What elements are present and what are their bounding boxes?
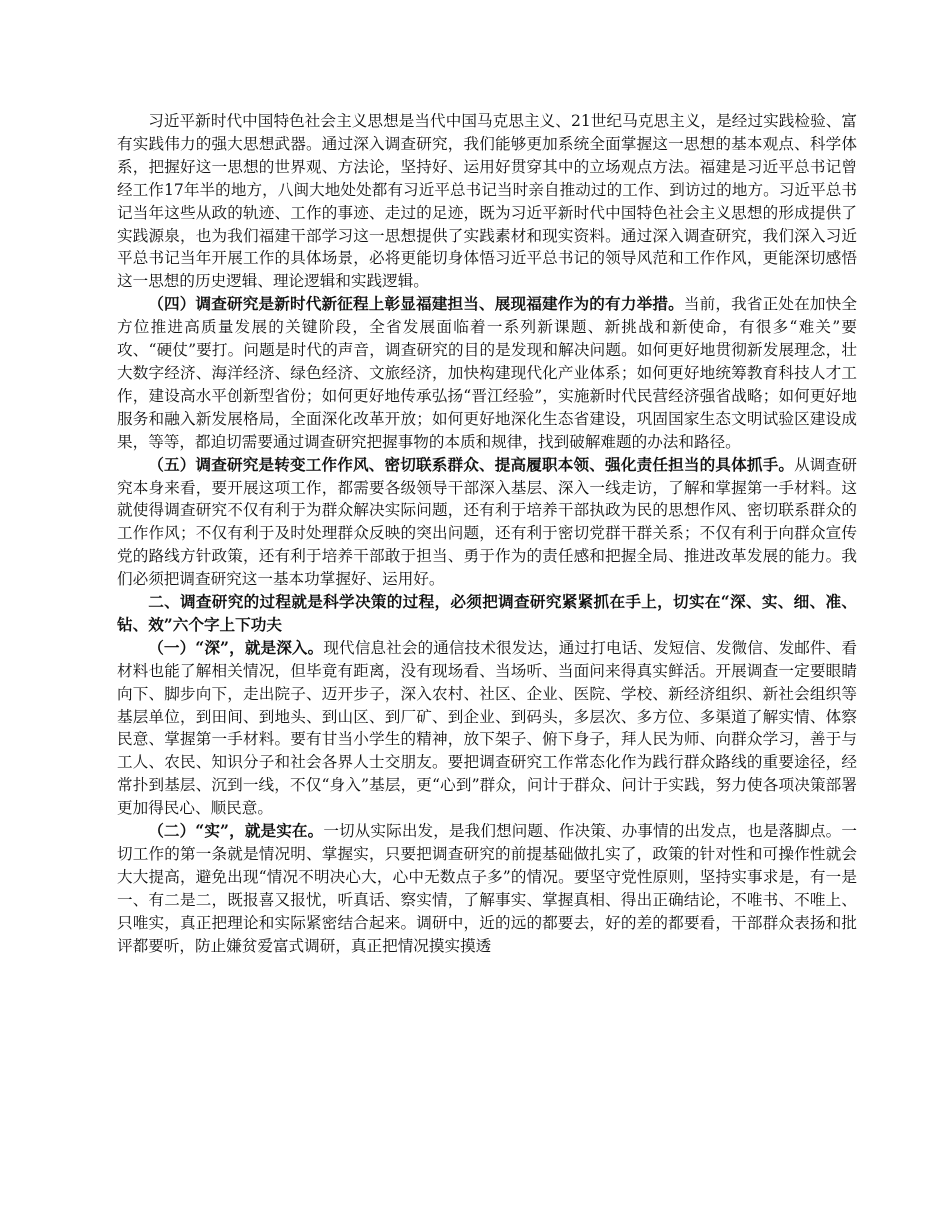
- paragraph-section-five: [117, 454, 857, 591]
- subsection-heading-shi: （二）“实”，就是实在。: [148, 821, 324, 841]
- paragraph-text: 一切从实际出发，是我们想问题、作决策、办事情的出发点，也是落脚点。一切工作的第一条就是情况明、掌握实，只要把调查研究的前提基础做扎实了，政策的针对性和可操作性就会大大提高，避免出现“情况不明决心大，心中无数点子多”的情况。要坚守党性原则，坚持实事求是，有一是一、有二是二，既报喜又报忧，听真话、察实情，了解事实、掌握真相、得出正确结论，不唯书、不唯上、只唯实，真正把理论和实际紧密结合起来。调研中，近的远的都要去，好的差的都要看，干部群众表扬和批评都要听，防止嫌贫爱富式调研，真正把情况摸实摸透: [117, 822, 857, 955]
- paragraph-part-two-heading: [117, 591, 857, 637]
- paragraph-shi: [117, 820, 857, 957]
- section-heading-four: （四）调查研究是新时代新征程上彰显福建担当、展现福建作为的有力举措。: [148, 294, 684, 314]
- section-heading-five: （五）调查研究是转变工作作风、密切联系群众、提高履职本领、强化责任担当的具体抓手。: [148, 454, 795, 474]
- paragraph-section-four: [117, 293, 857, 453]
- paragraph-thought-value: [117, 110, 857, 293]
- paragraph-shen: [117, 637, 857, 820]
- paragraph-text: 从调查研究本身来看，要开展这项工作，都需要各级领导干部深入基层、深入一线走访，了解和掌握第一手材料。这就使得调查研究不仅有利于为群众解决实际问题，还有利于培养干部执政为民的思想作风、密切联系群众的工作作风；不仅有利于及时处理群众反映的突出问题，还有利于密切党群干群关系；不仅有利于向群众宣传党的路线方针政策，还有利于培养干部敢于担当、勇于作为的责任感和把握全局、推进改革发展的能力。我们必须把调查研究这一基本功掌握好、运用好。: [117, 455, 857, 589]
- part-two-heading: 二、调查研究的过程就是科学决策的过程，必须把调查研究紧紧抓在手上，切实在“深、实、细、准、钻、效”六个字上下功夫: [117, 592, 857, 634]
- subsection-heading-shen: （一）“深”，就是深入。: [148, 637, 324, 657]
- paragraph-text: 习近平新时代中国特色社会主义思想是当代中国马克思主义、21世纪马克思主义，是经过实践检验、富有实践伟力的强大思想武器。通过深入调查研究，我们能够更加系统全面掌握这一思想的基本观点、科学体系，把握好这一思想的世界观、方法论，坚持好、运用好贯穿其中的立场观点方法。福建是习近平总书记曾经工作17年半的地方，八闽大地处处都有习近平总书记当时亲自推动过的工作、到访过的地方。习近平总书记当年这些从政的轨迹、工作的事迹、走过的足迹，既为习近平新时代中国特色社会主义思想的形成提供了实践源泉，也为我们福建干部学习这一思想提供了实践素材和现实资料。通过深入调查研究，我们深入习近平总书记当年开展工作的具体场景，必将更能切身体悟习近平总书记的领导风范和工作作风，更能深切感悟这一思想的历史逻辑、理论逻辑和实践逻辑。: [117, 112, 857, 291]
- paragraph-text: 现代信息社会的通信技术很发达，通过打电话、发短信、发微信、发邮件、看材料也能了解相关情况，但毕竟有距离，没有现场看、当场听、当面问来得真实鲜活。开展调查一定要眼睛向下、脚步向下，走出院子、迈开步子，深入农村、社区、企业、医院、学校、新经济组织、新社会组织等基层单位，到田间、到地头、到山区、到厂矿、到企业、到码头，多层次、多方位、多渠道了解实情、体察民意、掌握第一手材料。要有甘当小学生的精神，放下架子、俯下身子，拜人民为师、向群众学习，善于与工人、农民、知识分子和社会各界人士交朋友。要把调查研究工作常态化作为践行群众路线的重要途径，经常扑到基层、沉到一线，不仅“身入”基层，更“心到”群众，问计于群众、问计于实践，努力使各项决策部署更加得民心、顺民意。: [117, 638, 857, 818]
- paragraph-text: 当前，我省正处在加快全方位推进高质量发展的关键阶段，全省发展面临着一系列新课题、新挑战和新使命，有很多“难关”要攻、“硬仗”要打。问题是时代的声音，调查研究的目的是发现和解决问题。如何更好地贯彻新发展理念，壮大数字经济、海洋经济、绿色经济、文旅经济，加快构建现代化产业体系；如何更好地统筹教育科技人才工作，建设高水平创新型省份；如何更好地传承弘扬“晋江经验”，实施新时代民营经济强省战略；如何更好地服务和融入新发展格局，全面深化改革开放；如何更好地深化生态省建设，巩固国家生态文明试验区建设成果，等等，都迫切需要通过调查研究把握事物的本质和规律，找到破解难题的办法和路径。: [117, 295, 857, 451]
- document-body: [117, 110, 857, 958]
